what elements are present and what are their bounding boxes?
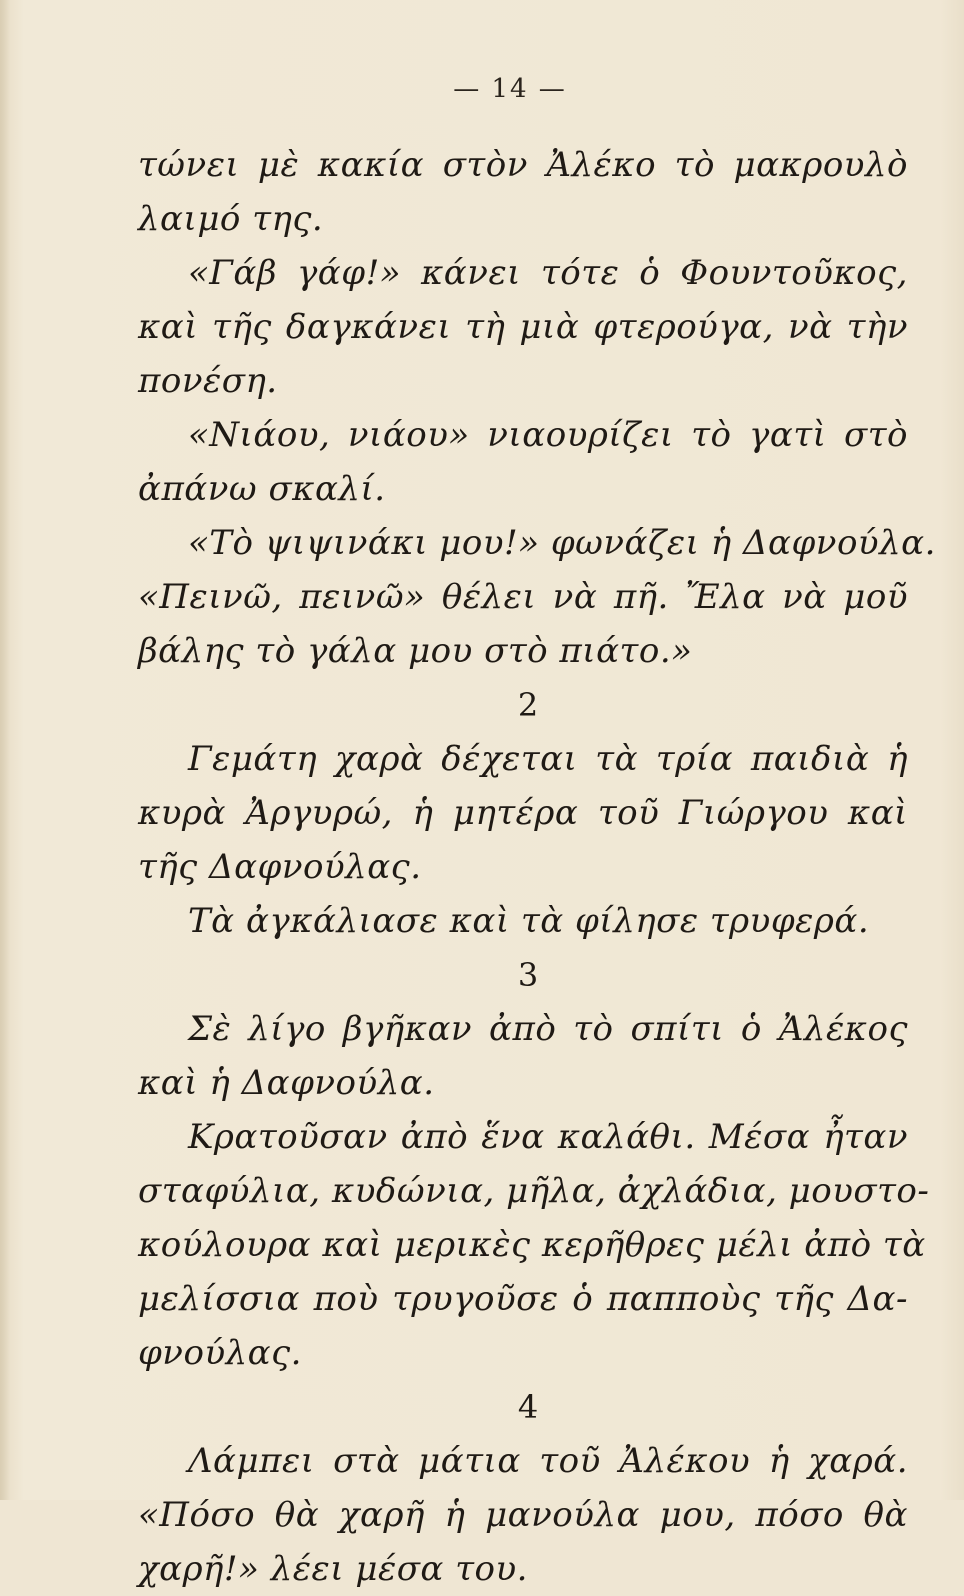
text-line: Λάμπει στὰ μάτια τοῦ Ἀλέκου ἡ χαρά. bbox=[188, 1441, 908, 1481]
text-line: Τὰ ἀγκάλιασε καὶ τὰ φίλησε τρυφερά. bbox=[188, 901, 870, 941]
text-line: κυρὰ Ἀργυρώ, ἡ μητέρα τοῦ Γιώργου καὶ bbox=[138, 793, 908, 833]
text-line: «Γάβ γάφ!» κάνει τότε ὁ Φουντοῦκος, bbox=[188, 253, 908, 293]
page-edge-shadow bbox=[0, 0, 10, 1500]
section-number: 3 bbox=[517, 956, 539, 994]
text-line: κούλουρα καὶ μερικὲς κερῆθρες μέλι ἀπὸ τὰ bbox=[138, 1225, 926, 1265]
text-line: ἀπάνω σκαλί. bbox=[138, 469, 386, 509]
text-line: καὶ ἡ Δαφνούλα. bbox=[138, 1063, 435, 1103]
text-line: «Τὸ ψιψινάκι μου!» φωνάζει ἡ Δαφνούλα. bbox=[188, 523, 936, 563]
text-line: «Πόσο θὰ χαρῆ ἡ μανούλα μου, πόσο θὰ bbox=[138, 1495, 908, 1535]
text-line: λαιμό της. bbox=[138, 199, 324, 239]
text-line: Γεμάτη χαρὰ δέχεται τὰ τρία παιδιὰ ἡ bbox=[188, 739, 908, 779]
section-number: 4 bbox=[517, 1388, 539, 1426]
page-body-text bbox=[138, 138, 936, 1596]
text-line: σταφύλια, κυδώνια, μῆλα, ἀχλάδια, μουστο- bbox=[138, 1171, 930, 1211]
text-line: μελίσσια ποὺ τρυγοῦσε ὁ παπποὺς τῆς Δα- bbox=[138, 1279, 908, 1319]
text-line: τώνει μὲ κακία στὸν Ἀλέκο τὸ μακρουλὸ bbox=[138, 145, 908, 185]
text-line: βάλης τὸ γάλα μου στὸ πιάτο.» bbox=[138, 631, 693, 671]
text-line: πονέση. bbox=[138, 361, 278, 401]
text-line: καὶ τῆς δαγκάνει τὴ μιὰ φτερούγα, νὰ τὴν bbox=[138, 307, 908, 347]
text-line: Σὲ λίγο βγῆκαν ἀπὸ τὸ σπίτι ὁ Ἀλέκος bbox=[188, 1009, 908, 1049]
text-line: φνούλας. bbox=[138, 1333, 302, 1373]
section-number: 2 bbox=[517, 686, 539, 724]
text-line: «Πεινῶ, πεινῶ» θέλει νὰ πῆ. Ἔλα νὰ μοῦ bbox=[138, 577, 908, 617]
text-line: «Νιάου, νιάου» νιαουρίζει τὸ γατὶ στὸ bbox=[188, 415, 908, 455]
text-line: τῆς Δαφνούλας. bbox=[138, 847, 422, 887]
text-line: χαρῆ!» λέει μέσα του. bbox=[138, 1549, 528, 1589]
text-line: Κρατοῦσαν ἀπὸ ἕνα καλάθι. Μέσα ἦταν bbox=[188, 1117, 908, 1157]
page-number: — 14 — bbox=[453, 74, 567, 104]
